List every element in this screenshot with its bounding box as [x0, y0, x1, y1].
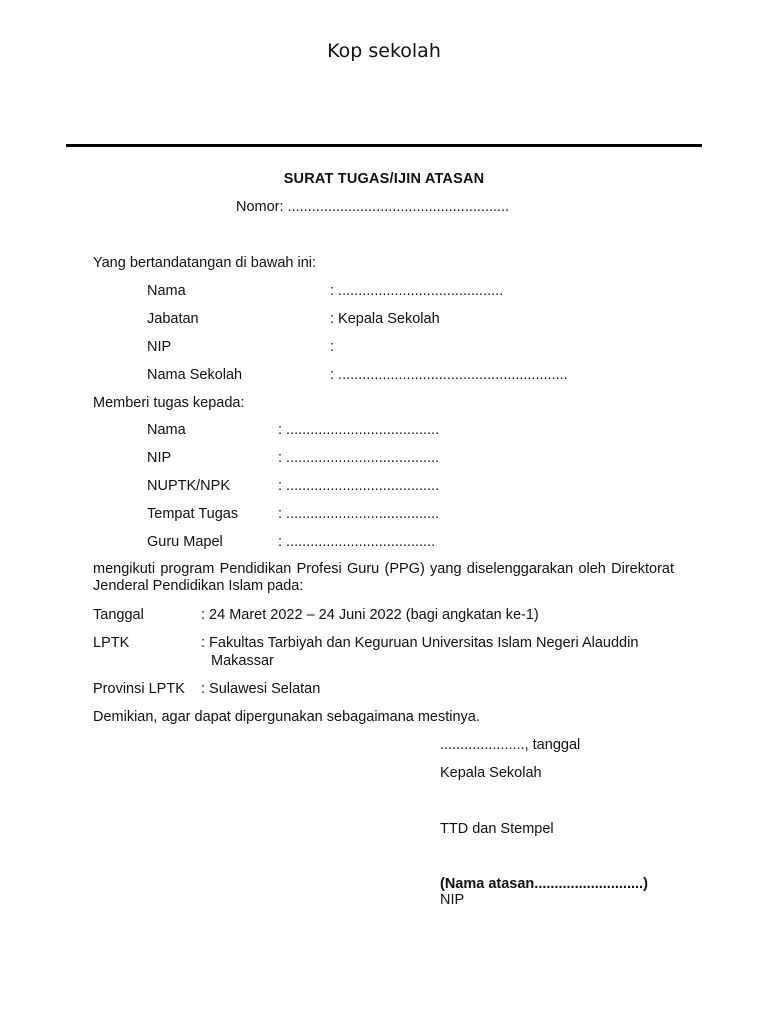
assignee-value: : ..................................... — [278, 534, 436, 550]
signature-date: ....................., tanggal — [440, 737, 581, 753]
assignee-value: : ...................................... — [278, 478, 440, 494]
assign-intro-text: Memberi tugas kepada: — [93, 395, 245, 411]
signer-label: Nama Sekolah — [147, 367, 243, 383]
assignee-label: NUPTK/NPK — [147, 478, 230, 494]
signer-value: : ......................................... — [330, 283, 504, 299]
document-title: SURAT TUGAS/IJIN ATASAN — [283, 171, 485, 187]
signer-label: Nama — [147, 283, 186, 299]
signer-label: NIP — [147, 339, 172, 355]
signer-value: : ......................................................... — [330, 367, 568, 383]
header-divider — [66, 144, 702, 147]
document-number: Nomor: ....................................................... — [236, 199, 510, 215]
signer-value: : Kepala Sekolah — [330, 311, 440, 327]
assignee-value: : ...................................... — [278, 450, 440, 466]
intro-text: Yang bertandatangan di bawah ini: — [93, 255, 317, 271]
signature-stamp: TTD dan Stempel — [440, 821, 554, 837]
detail-value-continued: Makassar — [211, 653, 274, 669]
detail-label: LPTK — [93, 635, 130, 651]
signer-label: Jabatan — [147, 311, 199, 327]
signature-position: Kepala Sekolah — [440, 765, 542, 781]
assignee-value: : ...................................... — [278, 506, 440, 522]
detail-label: Provinsi LPTK — [93, 681, 185, 697]
assignee-label: Nama — [147, 422, 186, 438]
assignee-label: NIP — [147, 450, 172, 466]
letterhead: Kop sekolah — [327, 40, 441, 62]
detail-value: : Fakultas Tarbiyah dan Keguruan Universitas Islam Negeri Alauddin — [201, 635, 639, 651]
detail-label: Tanggal — [93, 607, 144, 623]
closing-text: Demikian, agar dapat dipergunakan sebagaimana mestinya. — [93, 709, 480, 725]
detail-value: : Sulawesi Selatan — [201, 681, 321, 697]
assignee-label: Guru Mapel — [147, 534, 223, 550]
assignee-label: Tempat Tugas — [147, 506, 239, 522]
signature-name: (Nama atasan...........................) — [440, 876, 648, 892]
signer-value: : — [330, 339, 335, 355]
detail-value: : 24 Maret 2022 – 24 Juni 2022 (bagi angkatan ke-1) — [201, 607, 539, 623]
assignee-value: : ...................................... — [278, 422, 440, 438]
program-paragraph: mengikuti program Pendidikan Profesi Guru (PPG) yang diselenggarakan oleh Direktorat Jenderal Pendidikan Islam pada: — [93, 561, 674, 594]
signature-nip: NIP — [440, 892, 465, 908]
